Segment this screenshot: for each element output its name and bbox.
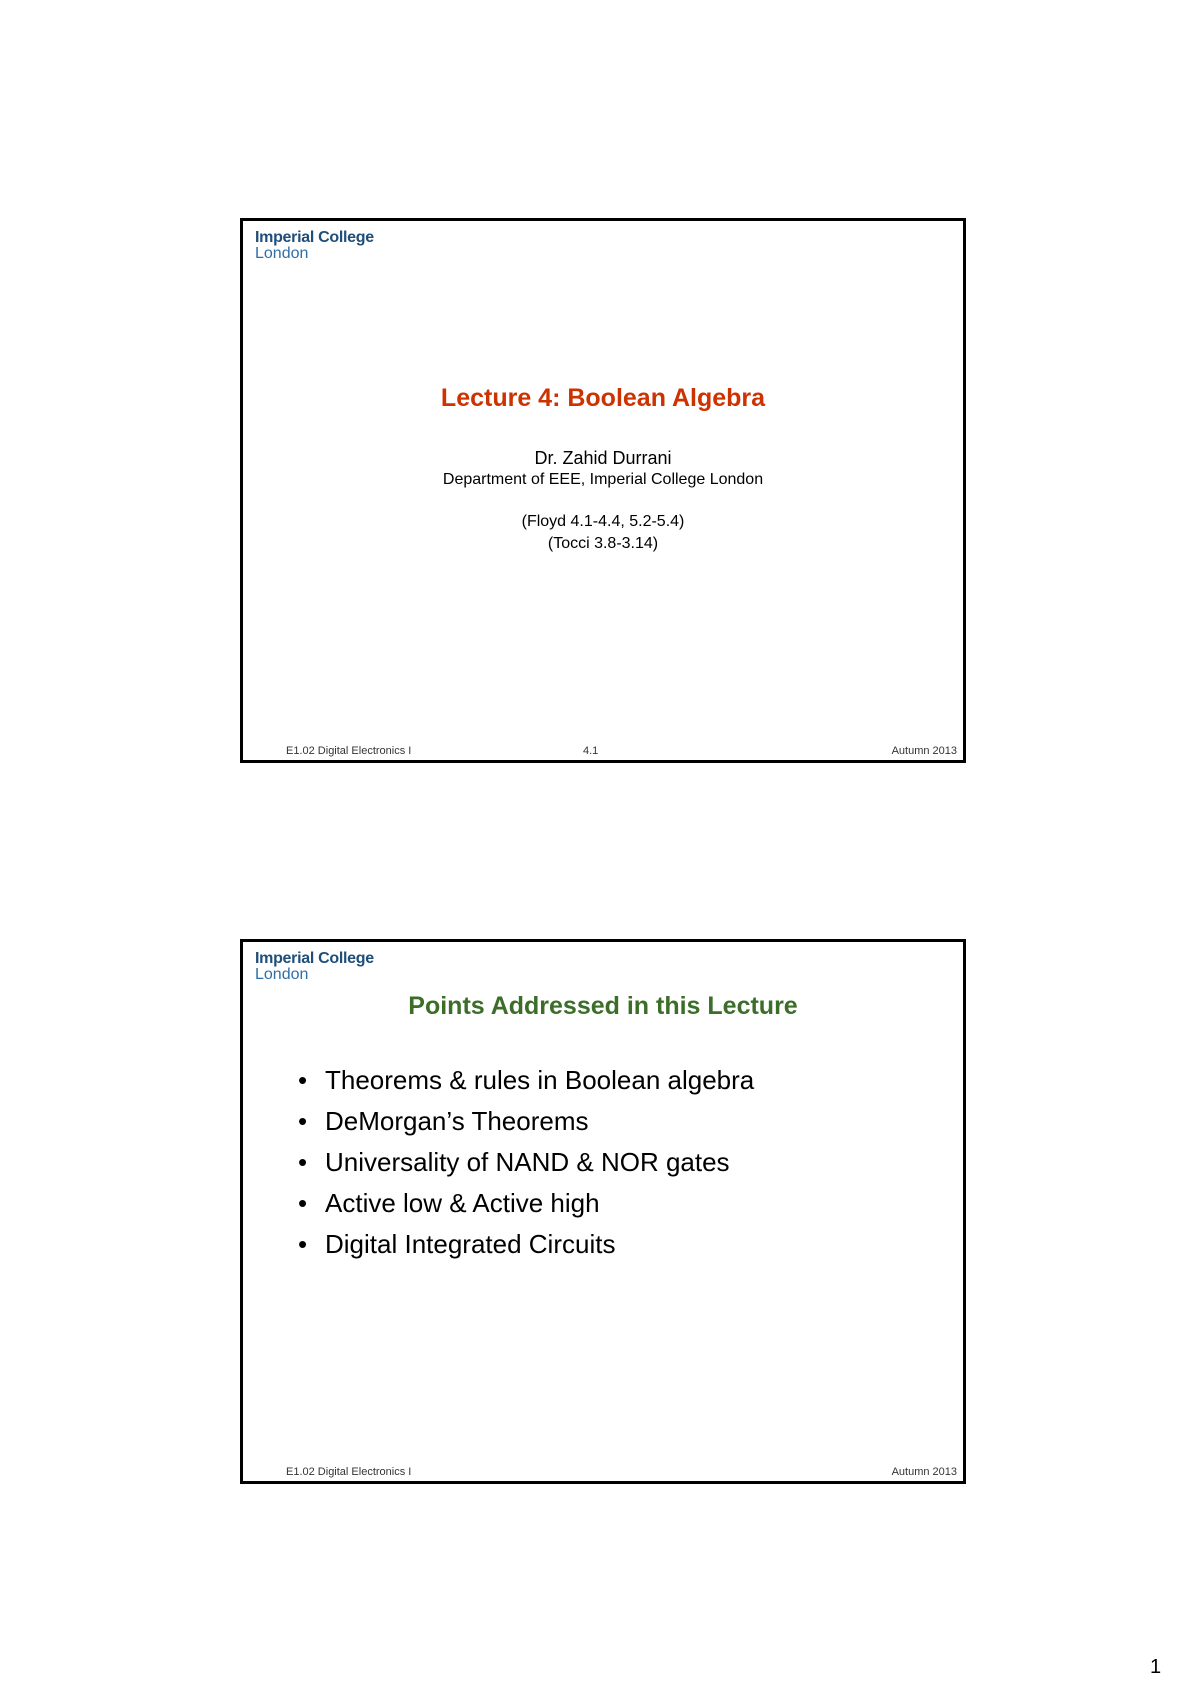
list-item xyxy=(298,1224,754,1265)
slide-1 xyxy=(240,218,966,763)
page-number: 1 xyxy=(1150,1656,1162,1678)
department: Department of EEE, Imperial College London xyxy=(442,471,764,488)
bullet-icon: • xyxy=(298,1106,308,1136)
logo-line-2: London xyxy=(255,245,309,262)
slide-1-title: Lecture 4: Boolean Algebra xyxy=(440,384,766,412)
bullet-list xyxy=(298,1060,754,1265)
imperial-college-logo xyxy=(255,230,374,262)
slide-2 xyxy=(240,939,966,1484)
reference-tocci: (Tocci 3.8-3.14) xyxy=(547,535,659,552)
bullet-icon: • xyxy=(298,1147,308,1177)
slide-1-footer-slide-number: 4.1 xyxy=(583,745,599,757)
list-item xyxy=(298,1183,754,1224)
bullet-text: Universality of NAND & NOR gates xyxy=(325,1147,730,1177)
bullet-text: Digital Integrated Circuits xyxy=(325,1229,616,1259)
bullet-text: DeMorgan’s Theorems xyxy=(325,1106,589,1136)
logo-line-1: Imperial College xyxy=(255,229,374,246)
slide-2-footer-term: Autumn 2013 xyxy=(891,1466,957,1478)
author-name: Dr. Zahid Durrani xyxy=(534,448,672,468)
list-item xyxy=(298,1060,754,1101)
bullet-icon: • xyxy=(298,1065,308,1095)
slide-2-title: Points Addressed in this Lecture xyxy=(408,992,798,1020)
bullet-icon: • xyxy=(298,1229,308,1259)
slide-1-footer-term: Autumn 2013 xyxy=(891,745,957,757)
imperial-college-logo xyxy=(255,951,374,983)
slide-1-footer-course: E1.02 Digital Electronics I xyxy=(286,745,412,757)
list-item xyxy=(298,1142,754,1183)
bullet-text: Active low & Active high xyxy=(325,1188,600,1218)
bullet-text: Theorems & rules in Boolean algebra xyxy=(325,1065,755,1095)
reference-floyd: (Floyd 4.1-4.4, 5.2-5.4) xyxy=(521,513,685,530)
slide-2-footer-course: E1.02 Digital Electronics I xyxy=(286,1466,412,1478)
bullet-icon: • xyxy=(298,1188,308,1218)
logo-line-1: Imperial College xyxy=(255,950,374,967)
logo-line-2: London xyxy=(255,966,309,983)
list-item xyxy=(298,1101,754,1142)
